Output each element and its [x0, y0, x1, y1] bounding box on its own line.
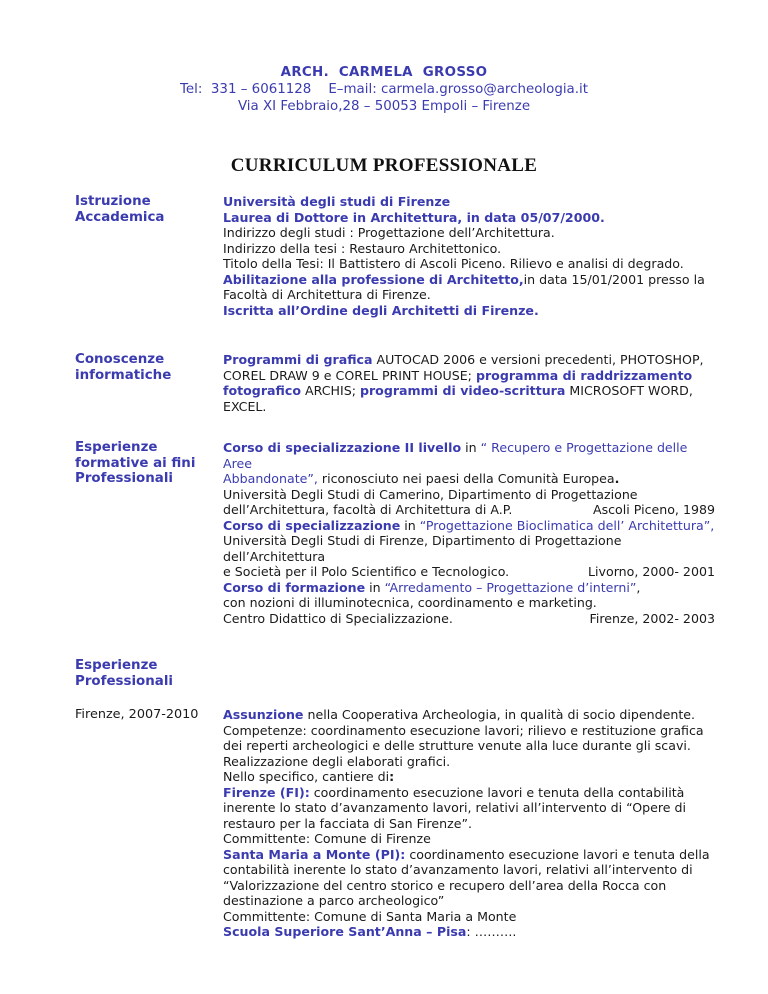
section-content: Università degli studi di Firenze Laurea di Dottore in Architettura, in data 05/07/2000. Indirizzo degli studi : Progettazione dell’Architettura. Indirizzo della tesi : Restauro Architettonico. Titolo della Tesi: Il Battistero di Ascoli Piceno. Rilievo e analisi di degrado. Abilitazione alla professione di Architetto,in data 15/01/2001 presso la Facoltà di Architettura di Firenze. Iscritta all’Ordine degli Architetti di Firenze.	[223, 194, 715, 318]
letterhead	[0, 64, 768, 115]
degree: Laurea di Dottore in Architettura, in data 05/07/2000.	[223, 209, 605, 225]
section-label: Esperienze Professionali	[75, 658, 174, 689]
university: Università degli studi di Firenze	[223, 194, 451, 209]
section-label: Istruzione Accademica	[75, 194, 165, 225]
page-title: CURRICULUM PROFESSIONALE	[230, 155, 538, 176]
contact-line: Tel: 331 – 6061128 E–mail: carmela.grosso@archeologia.it	[180, 82, 588, 97]
period-label: Firenze, 2007-2010	[75, 707, 199, 722]
entry-content: Assunzione nella Cooperativa Archeologia, in qualità di socio dipendente. Competenze: coordinamento esecuzione lavori; rilievo e restituzione grafica dei reperti archeologici e delle strutture venute alla luce durante gli scavi. Realizzazione degli elaborati grafici. Nello specifico, cantiere di: Firenze (FI): coordinamento esecuzione lavori e tenuta della contabilità inerente lo stato d’avanzamento lavori, relativi all’intervento di “Opere di restauro per la facciata di San Firenze”. Committente: Comune di Firenze Santa Maria a Monte (PI): coordinamento esecuzione lavori e tenuta della contabilità inerente lo stato d’avanzamento lavori, relativi all’intervento di “Valorizzazione del centro storico e recupero dell’area della Rocca con destinazione a parco archeologico” Committente: Comune di Santa Maria a Monte Scuola Superiore Sant’Anna – Pisa: ……….	[223, 707, 710, 939]
section-label: Conoscenze informatiche	[75, 352, 172, 383]
address-line: Via XI Febbraio,28 – 50053 Empoli – Firenze	[237, 99, 531, 114]
author-name: ARCH. CARMELA GROSSO	[280, 65, 488, 80]
registration: Iscritta all’Ordine degli Architetti di Firenze.	[223, 302, 539, 318]
section-content: Corso di specializzazione II livello in “ Recupero e Progettazione delle Aree Abbandonate”, riconosciuto nei paesi della Comunità Europea. Università Degli Studi di Camerino, Dipartimento di Progettazione dell’Architettura, facoltà di Architettura di A.P. Ascoli Piceno, 1989 Corso di specializzazione in “Progettazione Bioclimatica dell’ Architettura”, Università Degli Studi di Firenze, Dipartimento di Progettazione dell’Architettura e Società per il Polo Scientifico e Tecnologico. Livorno, 2000- 2001 Corso di formazione in “Arredamento – Progettazione d’interni”, con nozioni di illuminotecnica, coordinamento e marketing. Centro Didattico di Specializzazione. Firenze, 2002- 2003	[223, 440, 715, 626]
section-content: Programmi di grafica AUTOCAD 2006 e versioni precedenti, PHOTOSHOP, COREL DRAW 9 e COREL PRINT HOUSE; programma di raddrizzamento fotografico ARCHIS; programmi di video-scrittura MICROSOFT WORD, EXCEL.	[223, 352, 704, 414]
section-label: Esperienze formative ai fini Professionali	[75, 440, 196, 486]
